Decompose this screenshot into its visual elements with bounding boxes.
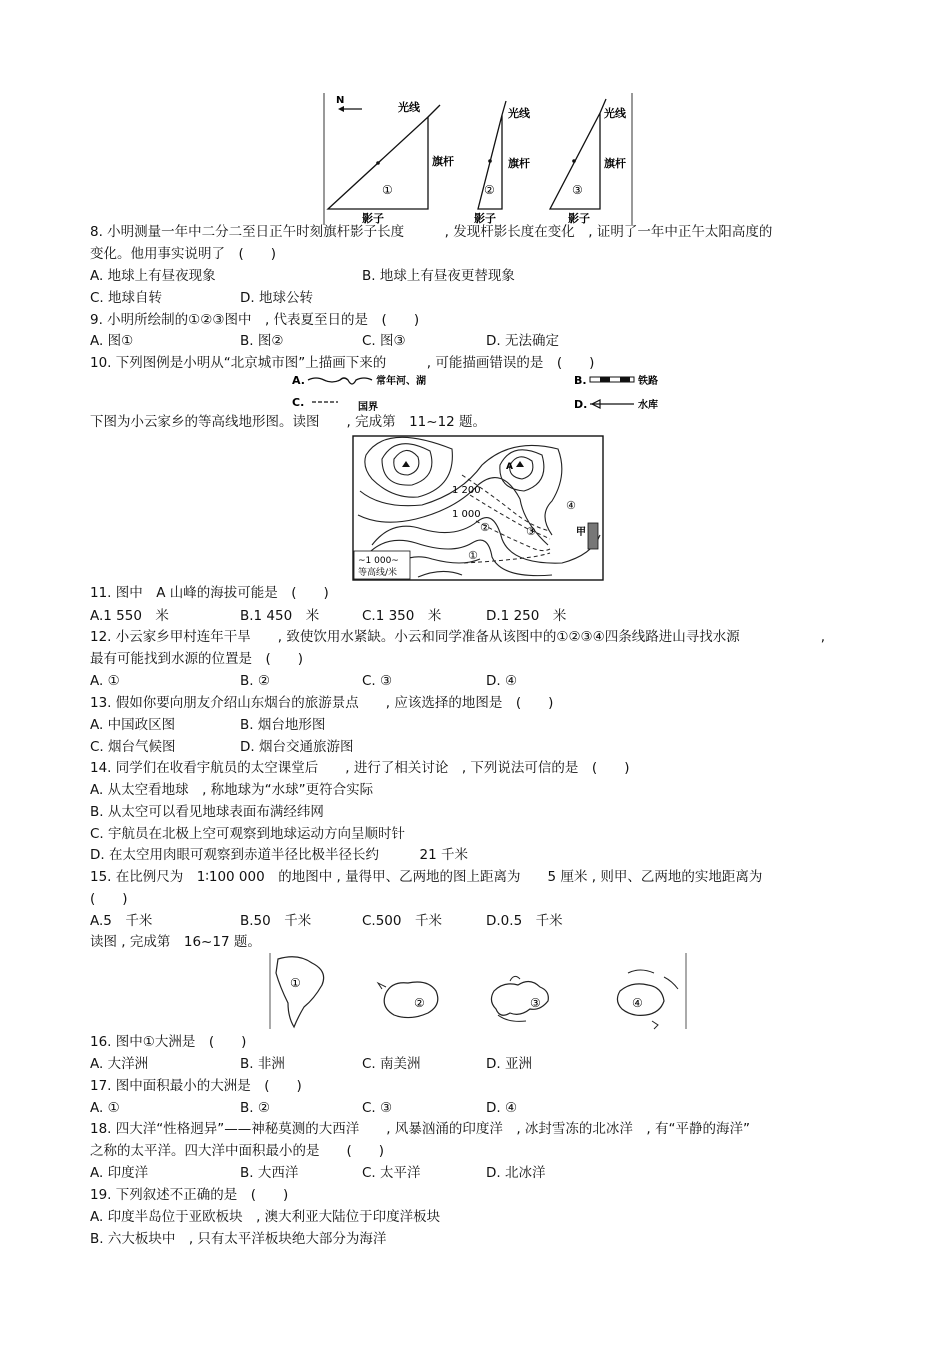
label-2: ② xyxy=(484,183,495,197)
q15-option-c: C.500 千米 xyxy=(362,913,442,929)
q19-option-b: B. 六大板块中 , 只有太平洋板块绝大部分为海洋 xyxy=(90,1231,387,1247)
continent-2-label: ② xyxy=(414,996,425,1010)
legend-figure xyxy=(290,370,668,412)
flagpole-shadow-figure xyxy=(322,93,634,225)
legend-a-letter: A. xyxy=(292,374,305,387)
q11-option-a: A.1 550 米 xyxy=(90,608,169,624)
light-label-3: 光线 xyxy=(604,107,626,120)
q13-option-a: A. 中国政区图 xyxy=(90,717,176,733)
shadow-label-2: 影子 xyxy=(474,212,496,225)
q12-option-b: B. ② xyxy=(240,673,270,689)
q15-option-b: B.50 千米 xyxy=(240,913,312,929)
q16-option-b: B. 非洲 xyxy=(240,1056,285,1072)
village-jia-label: 甲 xyxy=(576,527,586,538)
q17-option-d: D. ④ xyxy=(486,1100,518,1116)
contour-1200-label: 1 200 xyxy=(452,485,481,496)
q9-option-a: A. 图① xyxy=(90,333,134,349)
q13-option-d: D. 烟台交通旅游图 xyxy=(240,739,354,755)
shadow-label-3: 影子 xyxy=(568,212,590,225)
route-3-label: ③ xyxy=(526,525,536,538)
q18-option-c: C. 太平洋 xyxy=(362,1165,421,1181)
continents-figure xyxy=(268,951,688,1031)
q17-option-b: B. ② xyxy=(240,1100,270,1116)
continent-4-label: ④ xyxy=(632,996,643,1010)
q18-stem-2: 之称的太平洋。四大洋中面积最小的是 ( ) xyxy=(90,1143,385,1159)
legend-c-letter: C. xyxy=(292,396,305,409)
q14-stem: 14. 同学们在收看宇航员的太空课堂后 , 进行了相关讨论 , 下列说法可信的是 ( ) xyxy=(90,760,630,776)
q18-option-a: A. 印度洋 xyxy=(90,1165,149,1181)
q10-stem: 10. 下列图例是小明从“北京城市图”上描画下来的 , 可能描画错误的是 ( ) xyxy=(90,355,595,371)
q9-option-d: D. 无法确定 xyxy=(486,333,559,349)
q11-stem: 11. 图中 A 山峰的海拔可能是 ( ) xyxy=(90,585,329,601)
intro-11-12: 下图为小云家乡的等高线地形图。读图 , 完成第 11~12 题。 xyxy=(90,414,487,430)
legend-b-text: 铁路 xyxy=(638,376,658,387)
q16-option-c: C. 南美洲 xyxy=(362,1056,421,1072)
q12-option-a: A. ① xyxy=(90,673,120,689)
contour-1000-label: 1 000 xyxy=(452,509,481,520)
legend-a-text: 常年河、湖 xyxy=(376,376,426,387)
q18-stem-1: 18. 四大洋“性格迥异”——神秘莫测的大西洋 , 风暴汹涌的印度洋 , 冰封雪冻的北冰洋 , 有“平静的海洋” xyxy=(90,1121,750,1137)
q15-option-d: D.0.5 千米 xyxy=(486,913,563,929)
legend-c-text: 国界 xyxy=(358,402,378,412)
q15-option-a: A.5 千米 xyxy=(90,913,153,929)
q12-option-c: C. ③ xyxy=(362,673,393,689)
continent-1-label: ① xyxy=(290,976,301,990)
q8-option-c: C. 地球自转 xyxy=(90,290,163,306)
q16-option-d: D. 亚洲 xyxy=(486,1056,532,1072)
q17-option-c: C. ③ xyxy=(362,1100,393,1116)
flagpole-diagrams xyxy=(322,93,634,225)
q12-stem-1: 12. 小云家乡甲村连年干旱 , 致使饮用水紧缺。小云和同学准备从该图中的①②③④四条线路进山寻找水源 , xyxy=(90,629,826,645)
q11-option-d: D.1 250 米 xyxy=(486,608,567,624)
q15-stem-2: ( ) xyxy=(90,891,128,907)
q14-option-c: C. 宇航员在北极上空可观察到地球运动方向呈顺时针 xyxy=(90,826,406,842)
q15-stem-1: 15. 在比例尺为 1∶100 000 的地图中 , 量得甲、乙两地的图上距离为 5 厘米 , 则甲、乙两地的实地距离为 xyxy=(90,869,763,885)
q19-stem: 19. 下列叙述不正确的是 ( ) xyxy=(90,1187,289,1203)
north-label: N xyxy=(336,95,345,106)
q8-stem-1: 8. 小明测量一年中二分二至日正午时刻旗杆影子长度 , 发现杆影长度在变化 , 证明了一年中正午太阳高度的 xyxy=(90,224,773,240)
river-lake-symbol xyxy=(308,378,372,384)
intro-16-17: 读图 , 完成第 16~17 题。 xyxy=(90,934,261,950)
label-3: ③ xyxy=(572,183,583,197)
q12-stem-2: 最有可能找到水源的位置是 ( ) xyxy=(90,651,304,667)
legend-d-letter: D. xyxy=(574,398,588,411)
village-jia-symbol xyxy=(588,523,598,549)
contour-map-figure xyxy=(352,435,604,581)
q9-option-b: B. 图② xyxy=(240,333,284,349)
q8-option-b: B. 地球上有昼夜更替现象 xyxy=(362,268,515,284)
legend-b-letter: B. xyxy=(574,374,587,387)
route-1-label: ① xyxy=(468,549,478,562)
q8-option-d: D. 地球公转 xyxy=(240,290,313,306)
q17-option-a: A. ① xyxy=(90,1100,120,1116)
q18-option-d: D. 北冰洋 xyxy=(486,1165,546,1181)
q16-option-a: A. 大洋洲 xyxy=(90,1056,149,1072)
q16-stem: 16. 图中①大洲是 ( ) xyxy=(90,1034,247,1050)
contour-legend-label: 等高线/米 xyxy=(358,568,398,578)
light-label-1: 光线 xyxy=(398,101,420,114)
q17-stem: 17. 图中面积最小的大洲是 ( ) xyxy=(90,1078,302,1094)
q11-option-c: C.1 350 米 xyxy=(362,608,442,624)
pole-label-3: 旗杆 xyxy=(604,157,626,170)
q9-option-c: C. 图③ xyxy=(362,333,406,349)
continent-2-antarctica xyxy=(384,982,438,1018)
peak-a-label: A xyxy=(506,462,513,472)
contour-legend-value: ~1 000~ xyxy=(358,556,399,566)
q12-option-d: D. ④ xyxy=(486,673,518,689)
shadow-label-1: 影子 xyxy=(362,212,384,225)
label-1: ① xyxy=(382,183,393,197)
q19-option-a: A. 印度半岛位于亚欧板块 , 澳大利亚大陆位于印度洋板块 xyxy=(90,1209,441,1225)
q14-option-b: B. 从太空可以看见地球表面布满经纬网 xyxy=(90,804,324,820)
q14-option-d: D. 在太空用肉眼可观察到赤道半径比极半径长约 21 千米 xyxy=(90,847,468,863)
continent-3-label: ③ xyxy=(530,996,541,1010)
pole-label-2: 旗杆 xyxy=(508,157,530,170)
route-2-label: ② xyxy=(480,521,490,534)
q9-stem: 9. 小明所绘制的①②③图中 , 代表夏至日的是 ( ) xyxy=(90,312,420,328)
legend-d-text: 水库 xyxy=(638,400,658,411)
q13-option-b: B. 烟台地形图 xyxy=(240,717,326,733)
pole-label-1: 旗杆 xyxy=(432,155,454,168)
q13-option-c: C. 烟台气候图 xyxy=(90,739,176,755)
q13-stem: 13. 假如你要向朋友介绍山东烟台的旅游景点 , 应该选择的地图是 ( ) xyxy=(90,695,554,711)
q11-option-b: B.1 450 米 xyxy=(240,608,320,624)
q8-stem-2: 变化。他用事实说明了 ( ) xyxy=(90,246,277,262)
route-4-label: ④ xyxy=(566,499,576,512)
continent-1-south-america xyxy=(276,957,324,1027)
q14-option-a: A. 从太空看地球 , 称地球为“水球”更符合实际 xyxy=(90,782,374,798)
light-label-2: 光线 xyxy=(508,107,530,120)
q8-option-a: A. 地球上有昼夜现象 xyxy=(90,268,216,284)
q18-option-b: B. 大西洋 xyxy=(240,1165,299,1181)
